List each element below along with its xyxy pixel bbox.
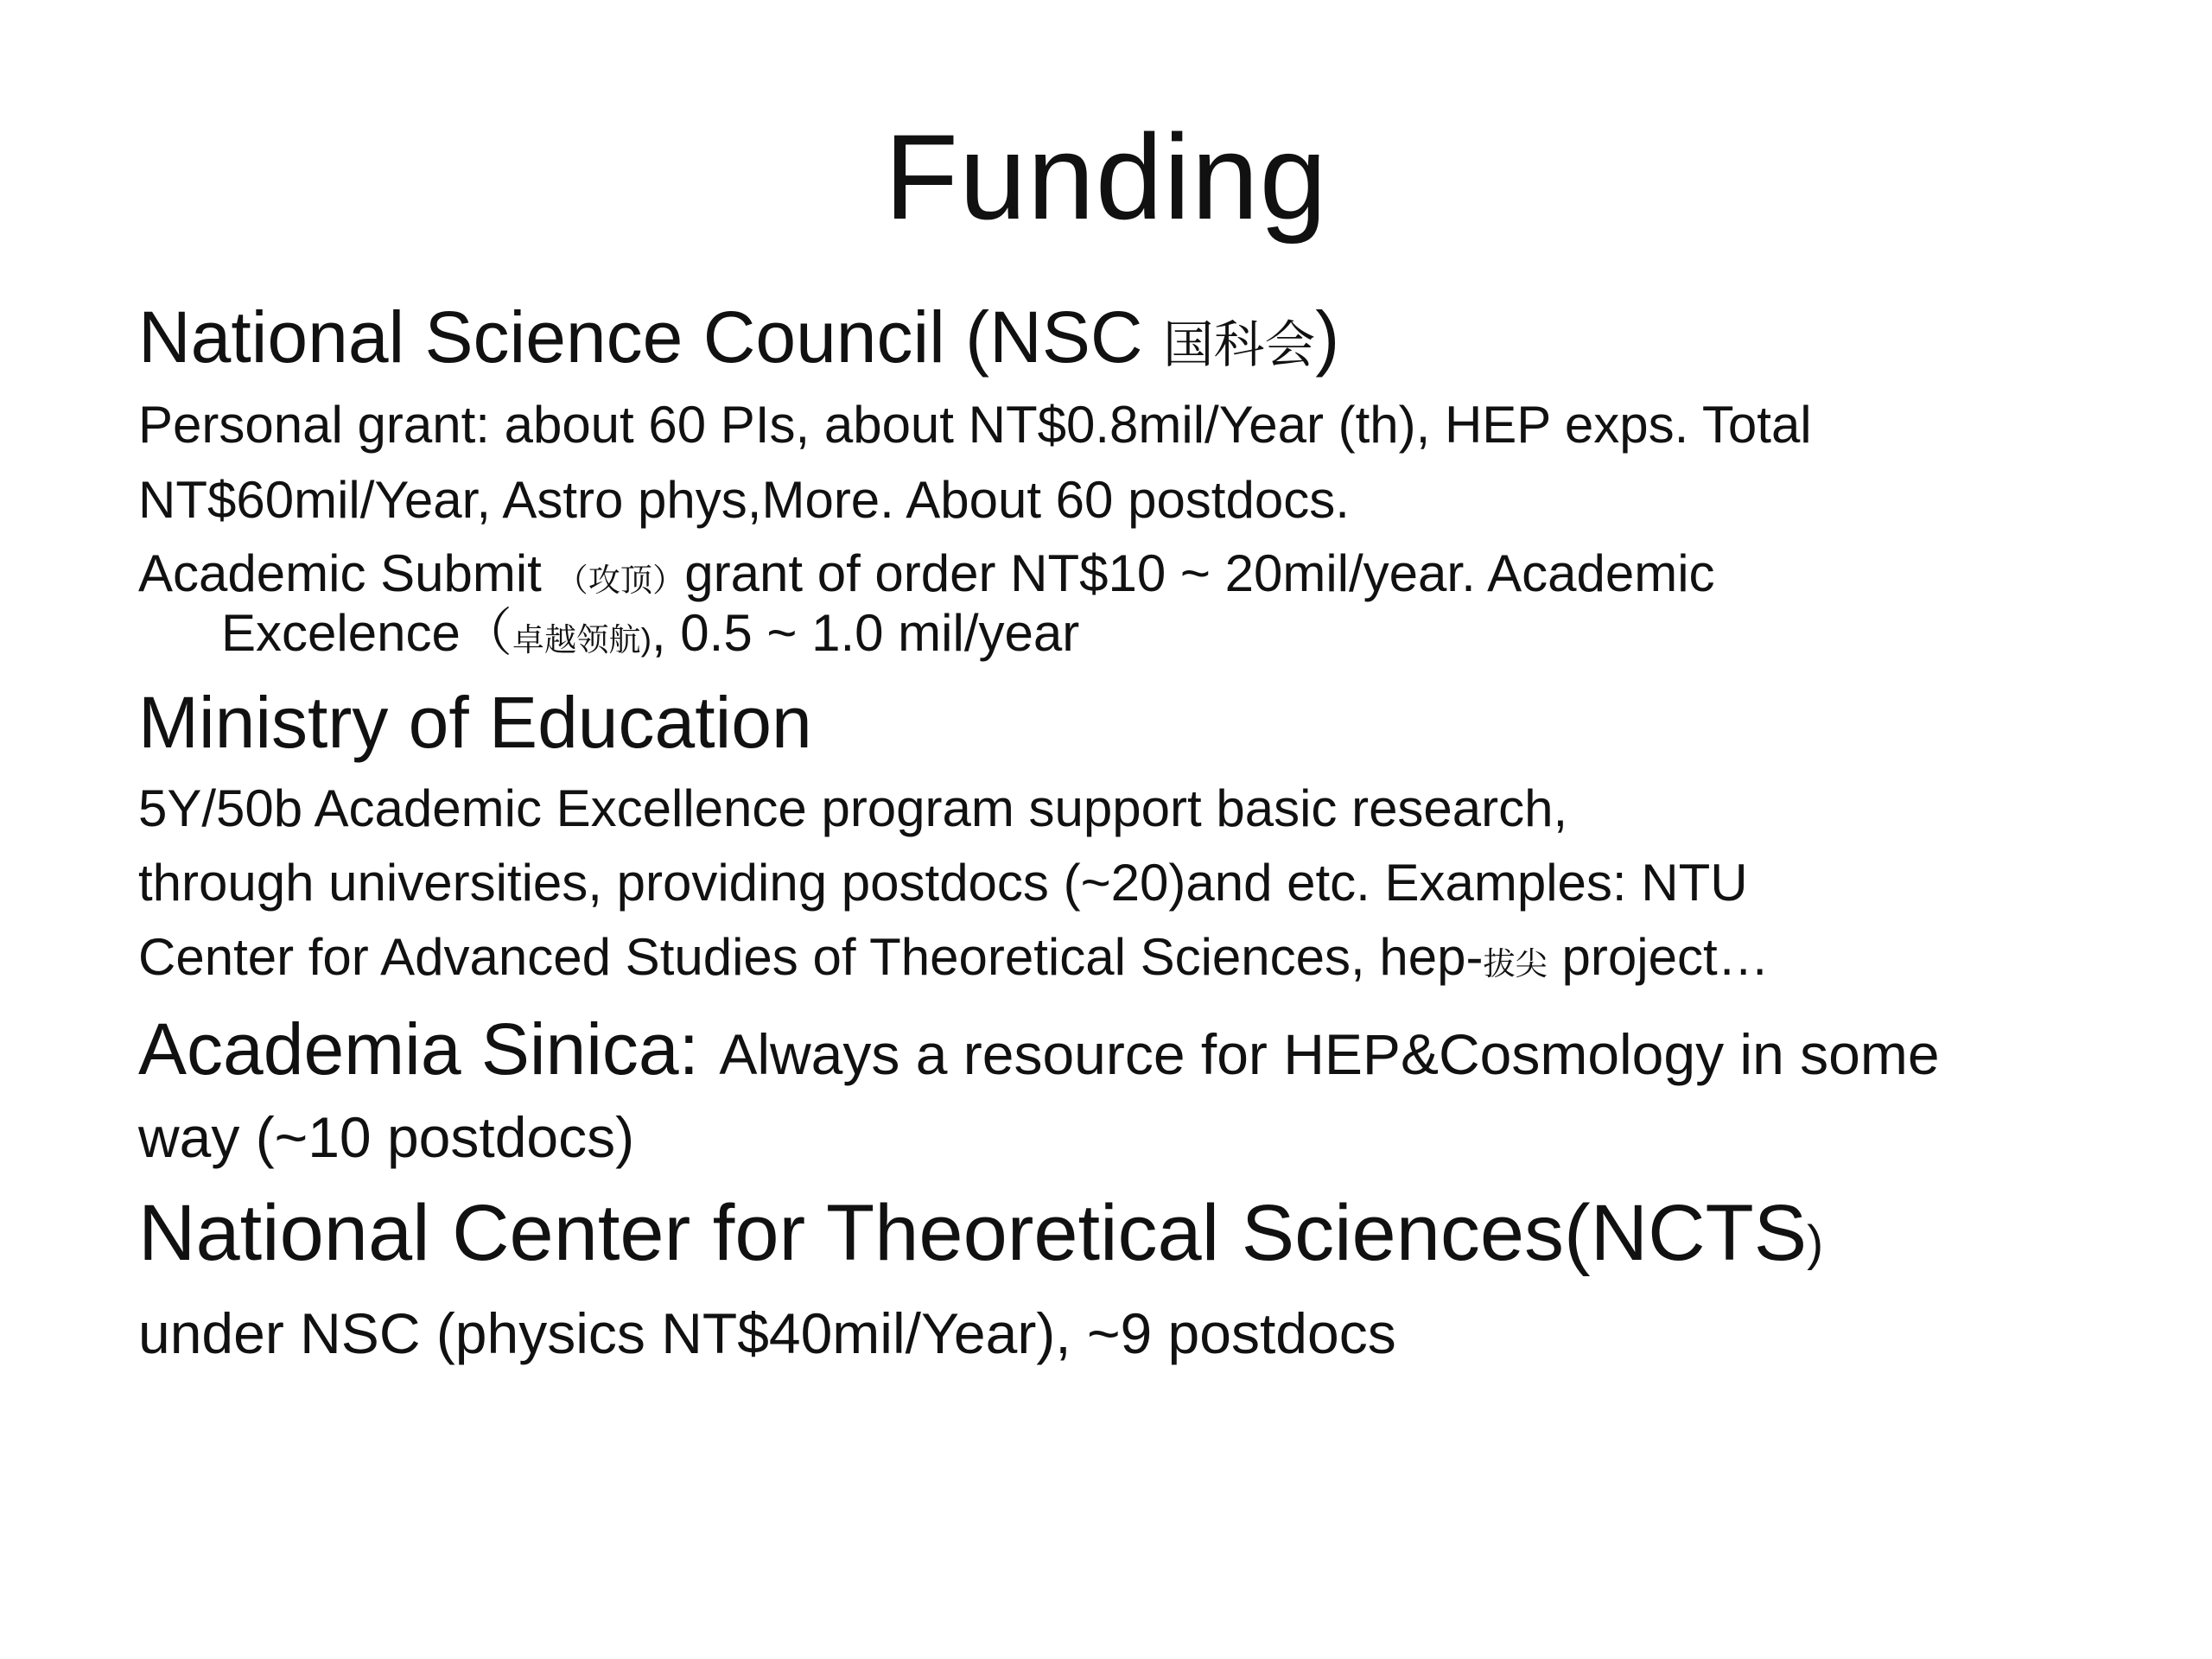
nsc-line-1: Personal grant: about 60 PIs, about NT$0.8mil/Year (th), HEP exps. Total xyxy=(138,396,1812,454)
moe-line-1: 5Y/50b Academic Excellence program support basic research, xyxy=(138,779,1568,837)
nsc-line-3-b: grant of order NT$10 ~ 20mil/year. Academic xyxy=(684,544,1715,602)
nsc-line-3-a: Academic Submit xyxy=(138,544,556,602)
nsc-line-3 xyxy=(138,543,1715,611)
nsc-line-4-cjk: 卓越领航) xyxy=(512,621,652,658)
ncts-heading-text: National Center for Theoretical Sciences(NCTS xyxy=(138,1189,1808,1277)
sinica-line-2: way (~10 postdocs) xyxy=(138,1105,635,1169)
moe-heading: Ministry of Education xyxy=(138,682,812,763)
nsc-line-3-cjk: （攻顶） xyxy=(556,562,685,598)
moe-line-3 xyxy=(138,926,1770,995)
nsc-line-4-a: Excelence（ xyxy=(221,604,512,662)
nsc-line-4 xyxy=(221,602,1079,671)
moe-line-3-cjk: 拔尖 xyxy=(1483,945,1548,982)
nsc-line-2: NT$60mil/Year, Astro phys,More. About 60 postdocs. xyxy=(138,471,1350,529)
moe-line-3-b: project… xyxy=(1547,928,1770,986)
moe-line-2: through universities, providing postdocs (~20)and etc. Examples: NTU xyxy=(138,854,1748,912)
nsc-line-4-b: , 0.5 ~ 1.0 mil/year xyxy=(651,604,1080,662)
sinica-line-1 xyxy=(138,1006,1940,1092)
ncts-line-1: under NSC (physics NT$40mil/Year), ~9 postdocs xyxy=(138,1301,1396,1365)
slide-title: Funding xyxy=(884,109,1328,245)
nsc-heading-close: ) xyxy=(1315,296,1340,378)
nsc-heading-text: National Science Council (NSC xyxy=(138,296,1163,378)
nsc-heading-cjk: 国科会 xyxy=(1162,317,1316,373)
nsc-heading xyxy=(138,294,1339,389)
sinica-heading: Academia Sinica: xyxy=(138,1008,720,1090)
moe-line-3-a: Center for Advanced Studies of Theoretical Sciences, hep- xyxy=(138,928,1484,986)
sinica-line-1-rest: Always a resource for HEP&Cosmology in some xyxy=(719,1022,1940,1086)
ncts-heading xyxy=(138,1185,1823,1291)
ncts-heading-close: ) xyxy=(1807,1216,1824,1271)
